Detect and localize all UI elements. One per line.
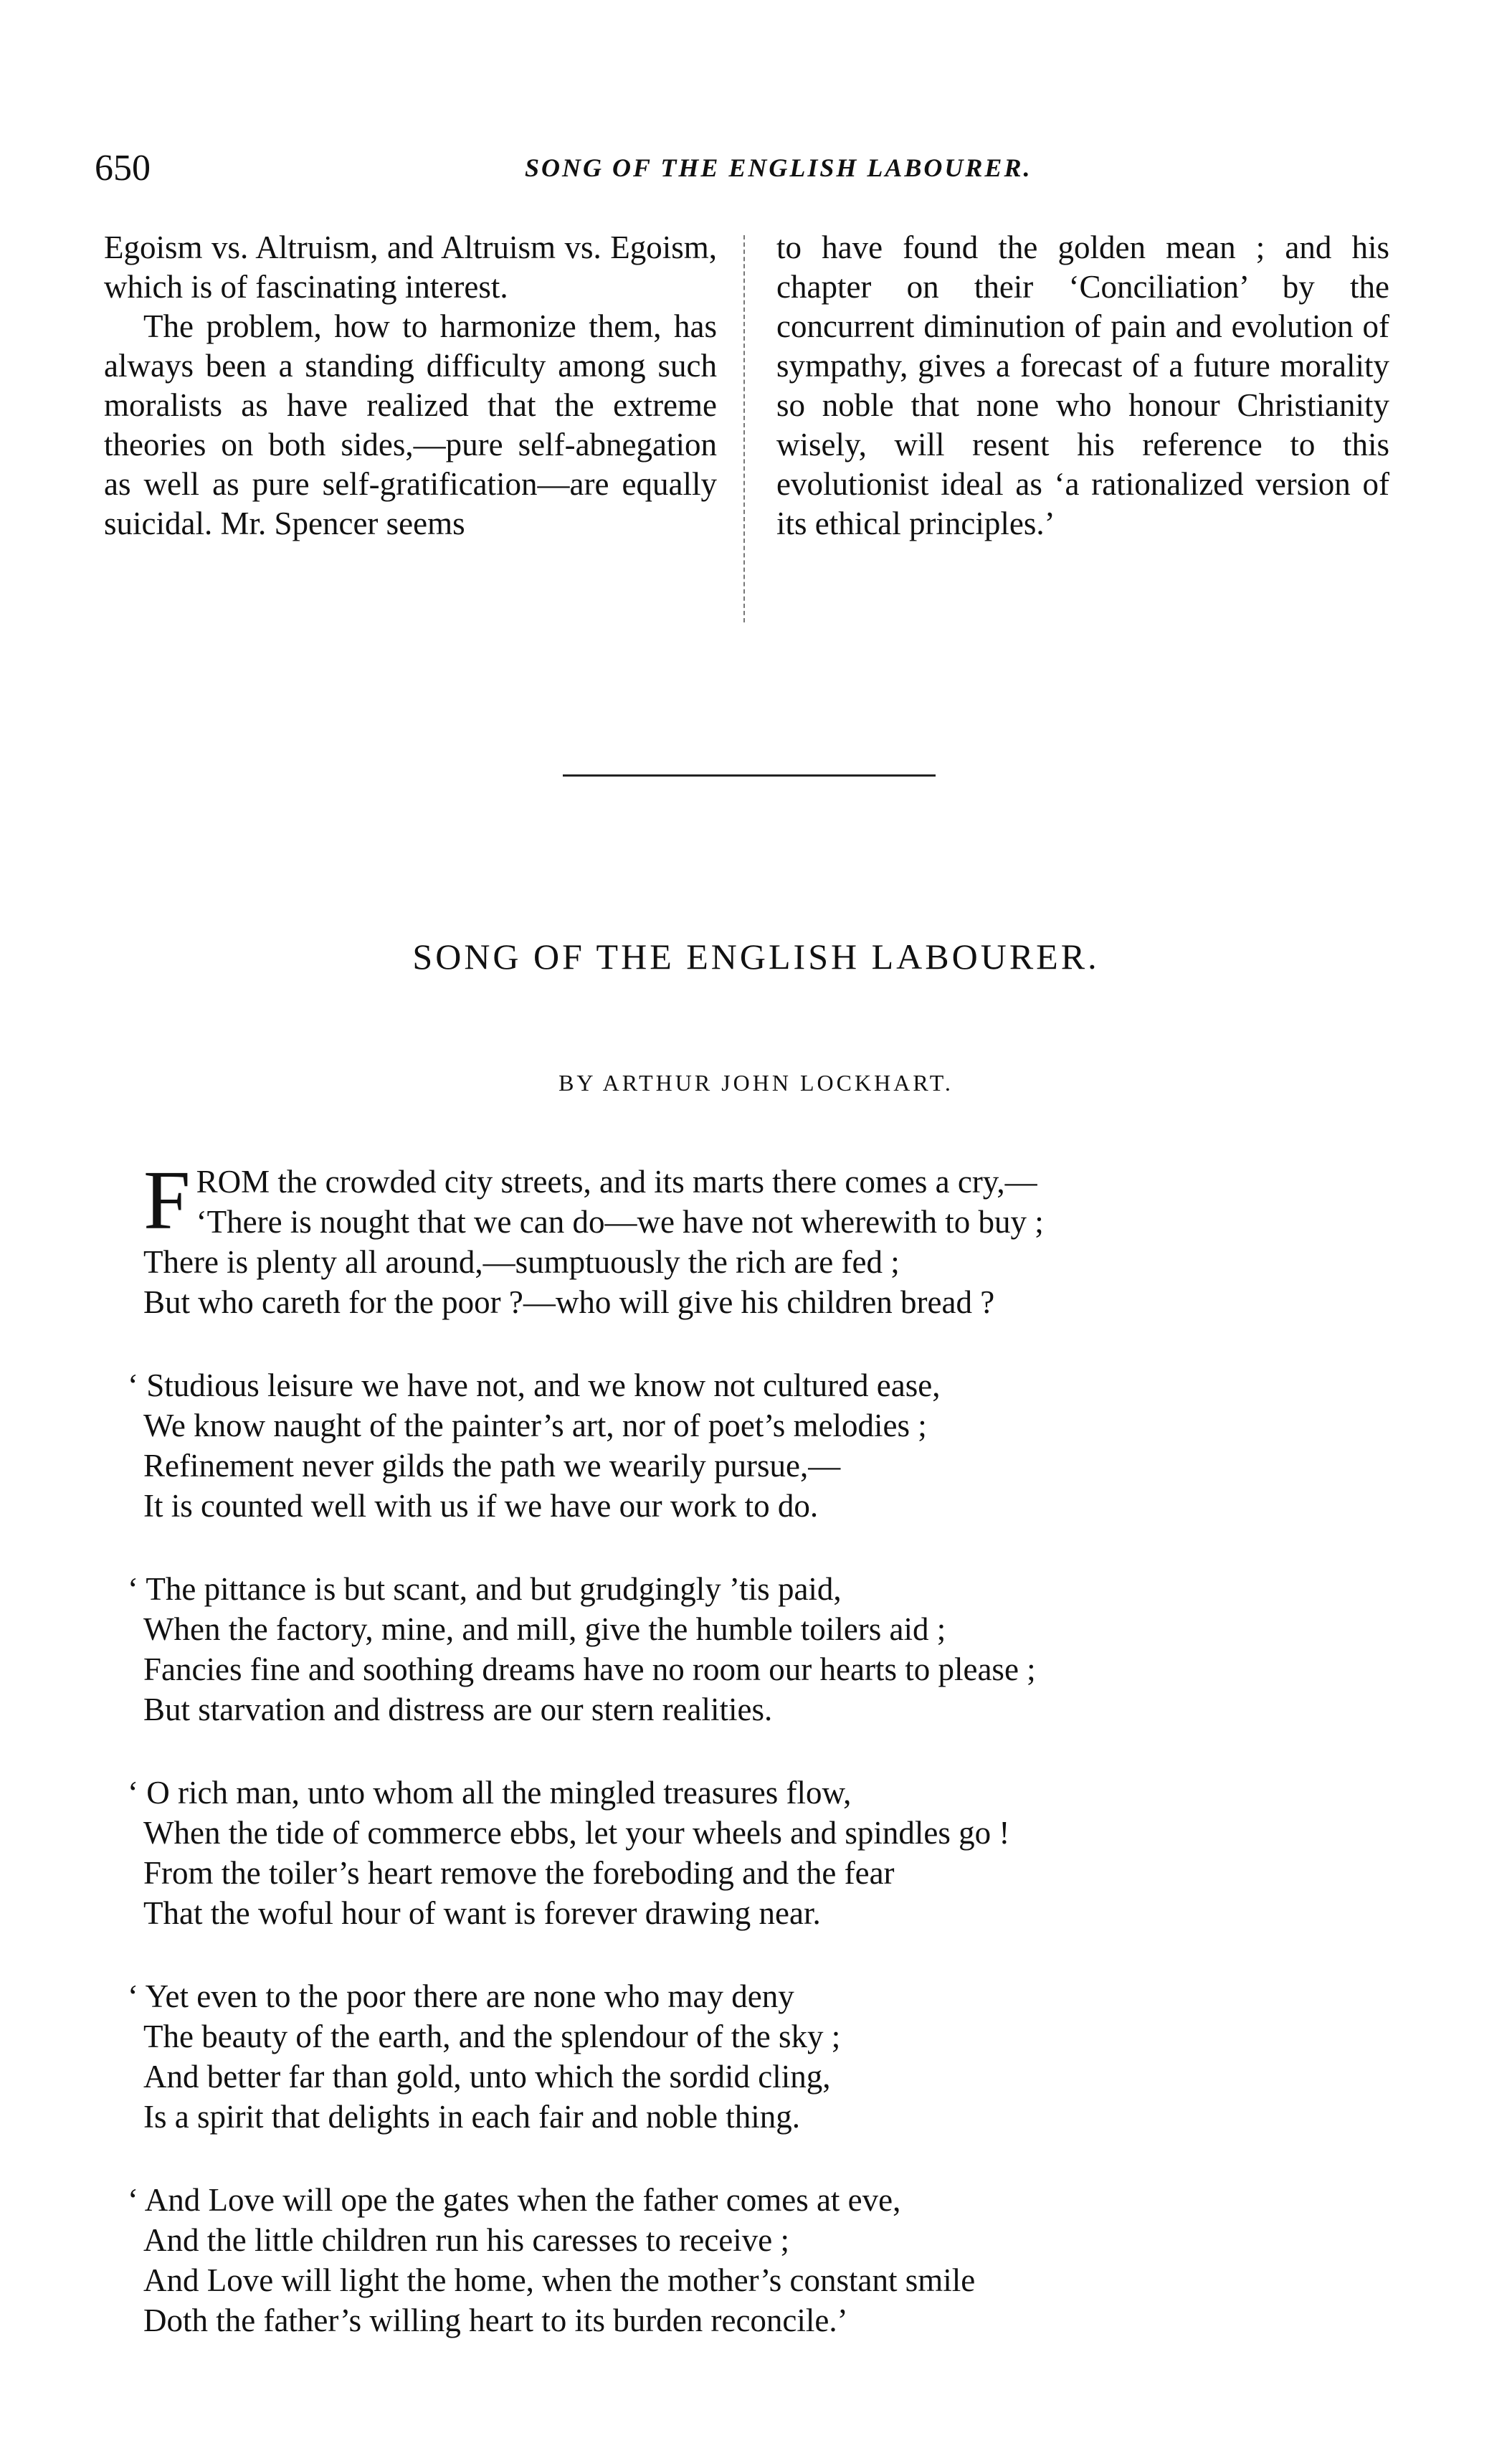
poem-line: When the tide of commerce ebbs, let your wheels and spindles go ! <box>143 1815 1010 1851</box>
poem-line: Fancies fine and soothing dreams have no room our hearts to please ; <box>143 1651 1036 1687</box>
poem-line: It is counted well with us if we have our work to do. <box>143 1488 819 1524</box>
poem-line: But who careth for the poor ?—who will give his children bread ? <box>143 1284 995 1320</box>
poem-line: And Love will light the home, when the mother’s constant smile <box>143 2262 976 2298</box>
poem-line: ‘ The pittance is but scant, and but grudgingly ’tis paid, <box>128 1571 842 1607</box>
poem-line: ‘ O rich man, unto whom all the mingled treasures flow, <box>128 1775 852 1811</box>
running-head <box>95 147 1435 197</box>
stanza <box>128 1365 1434 1526</box>
left-column <box>104 228 717 544</box>
paragraph: to have found the golden mean ; and his chapter on their ‘Conciliation’ by the concurrent diminution of pain and evolution of sympathy, gives a forecast of a future morality so noble that none who honour Christianity wisely, will resent his reference to this evolutionist ideal as ‘a rationalized version of its ethical principles.’ <box>776 229 1389 541</box>
poem-line: Doth the father’s willing heart to its burden reconcile.’ <box>143 2302 848 2338</box>
stanza <box>143 1153 1434 1322</box>
paragraph: The problem, how to harmonize them, has always been a standing difficulty among such moralists as have realized that the extreme theories on both sides,—pure self-abnegation as well as pure self-gratification—are equally suicidal. Mr. Spencer seems <box>104 308 717 541</box>
poem-line: The beauty of the earth, and the splendour of the sky ; <box>143 2019 841 2054</box>
poem-line: When the factory, mine, and mill, give the humble toilers aid ; <box>143 1611 946 1647</box>
drop-cap: F <box>143 1153 191 1247</box>
poem-line: ‘ Yet even to the poor there are none who may deny <box>128 1978 794 2014</box>
running-title: SONG OF THE ENGLISH LABOURER. <box>525 153 1032 182</box>
right-column <box>776 228 1389 544</box>
poem-title: SONG OF THE ENGLISH LABOURER. <box>412 936 1100 977</box>
stanza <box>128 2180 1434 2340</box>
poem-line: That the woful hour of want is forever drawing near. <box>143 1895 821 1931</box>
poem-line: Is a spirit that delights in each fair and noble thing. <box>143 2099 801 2135</box>
column-divider <box>743 235 745 622</box>
poem-byline: BY ARTHUR JOHN LOCKHART. <box>558 1070 954 1096</box>
poem-line: ‘ Studious leisure we have not, and we know not cultured ease, <box>128 1367 941 1403</box>
stanza <box>128 1773 1434 1933</box>
section-divider <box>563 774 936 777</box>
poem-line: There is plenty all around,—sumptuously the rich are fed ; <box>143 1244 900 1280</box>
stanza <box>128 1569 1434 1730</box>
stanza <box>128 1976 1434 2137</box>
poem-line: ‘There is nought that we can do—we have not wherewith to buy ; <box>196 1204 1044 1240</box>
poem-body <box>128 1153 1434 2384</box>
poem-line: And better far than gold, unto which the sordid cling, <box>143 2059 831 2095</box>
poem-line: But starvation and distress are our stern realities. <box>143 1692 773 1727</box>
poem-line: ROM the crowded city streets, and its marts there comes a cry,— <box>196 1164 1037 1200</box>
poem-line: ‘ And Love will ope the gates when the father comes at eve, <box>128 2182 901 2218</box>
page-number: 650 <box>95 148 151 189</box>
poem-line: We know naught of the painter’s art, nor of poet’s melodies ; <box>143 1408 927 1443</box>
poem-line: And the little children run his caresses to receive ; <box>143 2222 789 2258</box>
poem-line: From the toiler’s heart remove the foreboding and the fear <box>143 1855 895 1891</box>
paragraph: Egoism vs. Altruism, and Altruism vs. Egoism, which is of fascinating interest. <box>104 229 717 305</box>
poem-line: Refinement never gilds the path we wearily pursue,— <box>143 1448 841 1484</box>
